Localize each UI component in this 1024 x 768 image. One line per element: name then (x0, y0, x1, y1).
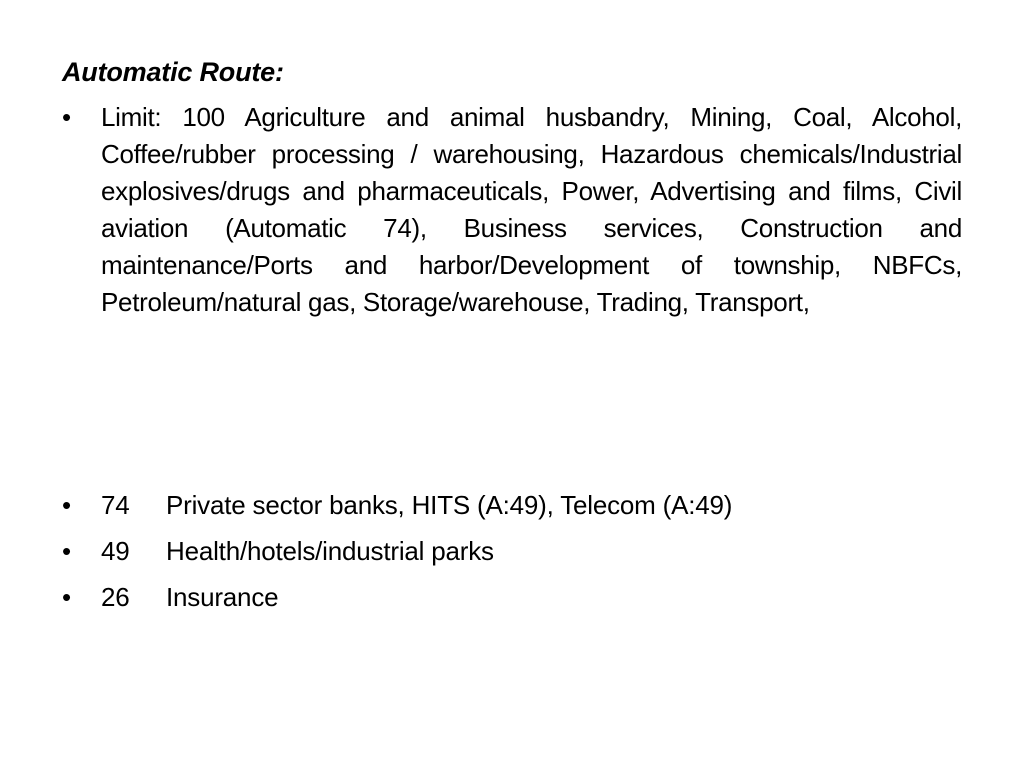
bullet-icon: • (62, 536, 71, 566)
bullet-icon: • (62, 490, 71, 520)
item-sectors: Health/hotels/industrial parks (166, 536, 494, 566)
item-limit: 49 (101, 536, 130, 566)
main-bullet-text: Limit: 100 Agriculture and animal husbandry, Mining, Coal, Alcohol, Coffee/rubber processing / warehousing, Hazardous chemicals/Industrial explosives/drugs and pharmaceuticals, Power, Advertising and films, Civil aviation (Automatic 74), Business services, Construction and maintenance/Ports and harbor/Development of township, NBFCs, Petroleum/natural gas, Storage/warehouse, Trading, Transport, (101, 102, 962, 318)
main-bullet-paragraph (62, 99, 962, 322)
item-limit: 26 (101, 582, 130, 612)
bullet-icon: • (62, 102, 72, 132)
bullet-icon: • (62, 582, 71, 612)
item-sectors: Insurance (166, 582, 279, 612)
item-limit: 74 (101, 490, 130, 520)
item-sectors: Private sector banks, HITS (A:49), Telecom (A:49) (166, 490, 733, 520)
slide-heading: Automatic Route: (62, 57, 284, 87)
